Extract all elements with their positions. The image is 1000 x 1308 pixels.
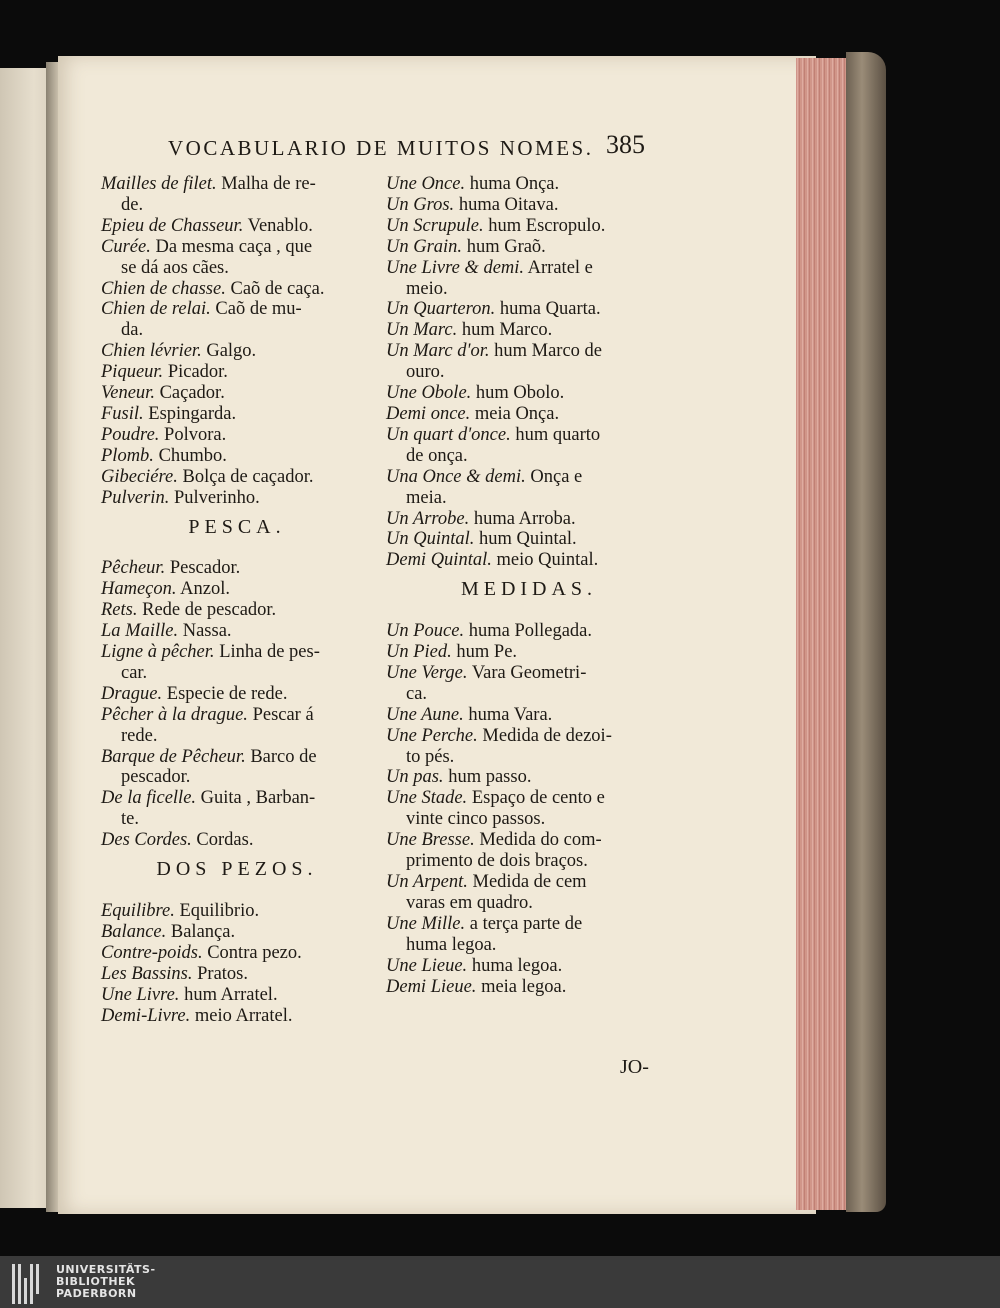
entry-continuation: meia. (406, 487, 447, 508)
french-term: Une Livre. (101, 984, 180, 1005)
entry-continuation: te. (121, 809, 139, 830)
portuguese-term: hum Escropulo. (488, 215, 606, 236)
portuguese-term: hum passo. (448, 767, 532, 788)
french-term: Poudre. (101, 424, 160, 445)
french-term: Une Mille. (386, 913, 466, 934)
page-edges (796, 58, 850, 1210)
vocab-entry (101, 383, 373, 404)
french-term: Chien lévrier. (101, 341, 202, 362)
portuguese-term: Especie de rede. (166, 683, 288, 704)
portuguese-term: Cordas. (196, 830, 254, 851)
vocab-entry (101, 558, 373, 579)
vocab-entry (101, 985, 373, 1006)
portuguese-term: Nassa. (182, 621, 232, 642)
vocab-entry (101, 425, 373, 446)
french-term: Un Grain. (386, 236, 463, 257)
portuguese-term: hum Obolo. (475, 383, 565, 404)
pesca-entries (101, 558, 373, 851)
vocab-entry (386, 767, 672, 788)
french-term: Equilibre. (101, 901, 175, 921)
vocab-entry (101, 901, 373, 922)
portuguese-term: Medida de cem (472, 872, 587, 892)
entry-continuation: ca. (406, 683, 428, 704)
portuguese-term: hum Graõ. (466, 236, 546, 257)
portuguese-term: Galgo. (206, 341, 257, 362)
portuguese-term: Espaço de cento e (471, 788, 605, 809)
portuguese-term: hum Pe. (456, 642, 518, 663)
portuguese-term: Pratos. (197, 963, 248, 984)
french-term: Hameçon. (101, 579, 177, 600)
french-term: Pulverin. (101, 487, 170, 508)
entry-continuation: pescador. (121, 767, 191, 788)
french-term: Rets. (101, 600, 138, 621)
french-term: Une Once. (386, 174, 466, 194)
vocab-entry (386, 550, 672, 571)
entry-continuation: ouro. (406, 362, 445, 383)
vocab-entry (386, 705, 672, 726)
portuguese-term: Chumbo. (158, 445, 227, 466)
french-term: Pêcheur. (101, 558, 166, 579)
vocab-entry (386, 914, 672, 935)
portuguese-term: meia legoa. (481, 976, 567, 997)
entry-continuation: meio. (406, 278, 448, 299)
library-name (56, 1264, 156, 1300)
vocab-entry (101, 404, 373, 425)
portuguese-term: Picador. (167, 362, 228, 383)
french-term: Une Bresse. (386, 830, 475, 851)
portuguese-term: Pescador. (169, 558, 241, 579)
portuguese-term: hum Marco. (461, 320, 553, 341)
entry-continuation: huma legoa. (406, 934, 497, 955)
portuguese-term: Anzol. (180, 579, 230, 600)
weight-entries (386, 174, 672, 571)
vocab-entry (386, 788, 672, 809)
french-term: Un Pied. (386, 642, 452, 663)
french-term: Un Quintal. (386, 529, 475, 550)
vocab-entry (386, 258, 672, 279)
portuguese-term: Arratel e (527, 257, 593, 278)
entry-continuation: primento de dois braços. (406, 851, 588, 872)
entry-continuation: varas em quadro. (406, 892, 533, 913)
portuguese-term: Vara Geometri- (471, 662, 587, 683)
entry-continuation: car. (121, 662, 148, 683)
french-term: Un Marc. (386, 320, 458, 341)
portuguese-term: Contra pezo. (207, 942, 302, 963)
library-name-line: UNIVERSITÄTS- (56, 1263, 156, 1276)
vocab-entry (101, 642, 373, 663)
vocab-entry (386, 425, 672, 446)
library-footer (0, 1256, 1000, 1308)
portuguese-term: Malha de re- (221, 174, 316, 194)
book-cover (846, 52, 886, 1212)
vocab-entry (101, 705, 373, 726)
vocab-entry (101, 279, 373, 300)
french-term: Une Perche. (386, 725, 478, 746)
entry-continuation: da. (121, 320, 144, 341)
french-term: Un Gros. (386, 194, 455, 215)
french-term: Una Once & demi. (386, 466, 526, 487)
french-term: Une Stade. (386, 788, 468, 809)
french-term: Une Verge. (386, 662, 468, 683)
vocab-entry (386, 404, 672, 425)
french-term: Ligne à pêcher. (101, 642, 215, 663)
vocab-entry (386, 383, 672, 404)
vocab-entry (101, 600, 373, 621)
french-term: Plomb. (101, 445, 154, 466)
portuguese-term: huma Oitava. (458, 194, 559, 215)
french-term: Des Cordes. (101, 830, 192, 851)
vocab-entry (386, 529, 672, 550)
portuguese-term: hum Arratel. (184, 984, 278, 1005)
portuguese-term: meio Quintal. (496, 550, 599, 571)
vocab-entry (101, 174, 373, 195)
vocab-entry (386, 642, 672, 663)
page-number: 385 (606, 130, 645, 159)
portuguese-term: huma Quarta. (499, 299, 601, 320)
portuguese-term: Espingarda. (148, 403, 237, 424)
vocab-entry (101, 830, 373, 851)
french-term: Demi once. (386, 403, 471, 424)
vocab-entry (386, 830, 672, 851)
entry-continuation: de. (121, 194, 144, 215)
portuguese-term: Onça e (530, 466, 583, 487)
library-logo-icon (10, 1264, 48, 1304)
french-term: Piqueur. (101, 362, 164, 383)
vocab-entry (386, 621, 672, 642)
portuguese-term: Pulverinho. (173, 487, 260, 508)
portuguese-term: Caõ de caça. (230, 278, 325, 299)
portuguese-term: huma Pollegada. (468, 621, 593, 642)
french-term: Chien de chasse. (101, 278, 226, 299)
section-heading-pezos: DOS PEZOS. (156, 858, 318, 881)
french-term: Un Arpent. (386, 872, 468, 892)
portuguese-term: Da mesma caça , que (155, 236, 313, 257)
vocab-entry (101, 943, 373, 964)
portuguese-term: hum Marco de (494, 341, 602, 362)
french-term: Mailles de filet. (101, 174, 217, 194)
vocab-entry (101, 621, 373, 642)
portuguese-term: Caçador. (159, 383, 225, 404)
vocab-entry (101, 488, 373, 509)
vocab-entry (101, 362, 373, 383)
vocab-entry (386, 174, 672, 195)
catchword: JO- (620, 1056, 649, 1078)
vocab-entry (386, 467, 672, 488)
vocab-entry (101, 341, 373, 362)
portuguese-term: hum quarto (515, 424, 601, 445)
french-term: De la ficelle. (101, 788, 197, 809)
french-term: Contre-poids. (101, 942, 203, 963)
french-term: Une Aune. (386, 704, 464, 725)
entry-continuation: to pés. (406, 746, 455, 767)
vocab-entry (101, 922, 373, 943)
french-term: Veneur. (101, 383, 155, 404)
vocab-entry (101, 237, 373, 258)
french-term: Une Lieue. (386, 955, 468, 976)
french-term: Un Marc d'or. (386, 341, 490, 362)
vocab-entry (386, 299, 672, 320)
portuguese-term: Linha de pes- (219, 642, 320, 663)
library-name-line: BIBLIOTHEK (56, 1275, 136, 1288)
french-term: Un Arrobe. (386, 508, 470, 529)
portuguese-term: Venablo. (247, 215, 313, 236)
portuguese-term: Barco de (250, 746, 317, 767)
medidas-entries (386, 621, 672, 997)
vocab-entry (386, 341, 672, 362)
portuguese-term: meia Onça. (474, 403, 560, 424)
french-term: Chien de relai. (101, 299, 211, 320)
vocab-entry (101, 446, 373, 467)
vocab-entry (386, 216, 672, 237)
vocab-entry (101, 747, 373, 768)
vocab-entry (101, 964, 373, 985)
vocab-entry (101, 788, 373, 809)
pezos-entries (101, 901, 373, 1026)
portuguese-term: a terça parte de (469, 913, 583, 934)
portuguese-term: Pescar á (252, 704, 314, 725)
vocab-entry (101, 684, 373, 705)
portuguese-term: Guita , Barban- (200, 788, 316, 809)
vocab-entry (386, 956, 672, 977)
vocab-entry (386, 320, 672, 341)
running-header: VOCABULARIO DE MUITOS NOMES. (168, 136, 594, 160)
right-column (386, 174, 672, 997)
portuguese-term: hum Quintal. (479, 529, 577, 550)
vocab-entry (386, 977, 672, 998)
french-term: Un pas. (386, 767, 444, 788)
french-term: Demi Quintal. (386, 550, 492, 571)
french-term: Demi Lieue. (386, 976, 477, 997)
vocab-entry (386, 663, 672, 684)
vocab-entry (386, 237, 672, 258)
portuguese-term: Medida do com- (479, 830, 602, 851)
french-term: Une Obole. (386, 383, 472, 404)
vocab-entry (101, 216, 373, 237)
section-heading-medidas: MEDIDAS. (460, 578, 598, 601)
french-term: Pêcher à la drague. (101, 704, 248, 725)
entry-continuation: se dá aos cães. (121, 257, 229, 278)
portuguese-term: Caõ de mu- (215, 299, 302, 320)
vocab-entry (386, 509, 672, 530)
portuguese-term: Rede de pescador. (142, 600, 277, 621)
portuguese-term: huma Onça. (469, 174, 560, 194)
french-term: Fusil. (101, 403, 144, 424)
left-column (101, 174, 373, 1026)
portuguese-term: Equilibrio. (179, 901, 260, 921)
french-term: Barque de Pêcheur. (101, 746, 246, 767)
french-term: Curée. (101, 236, 151, 257)
french-term: Un quart d'once. (386, 424, 511, 445)
french-term: Un Quarteron. (386, 299, 496, 320)
portuguese-term: Bolça de caçador. (182, 466, 314, 487)
french-term: Demi-Livre. (101, 1005, 191, 1026)
vocab-entry (101, 299, 373, 320)
portuguese-term: huma Vara. (468, 704, 553, 725)
entry-continuation: rede. (121, 725, 158, 746)
portuguese-term: meio Arratel. (194, 1005, 293, 1026)
french-term: Epieu de Chasseur. (101, 215, 244, 236)
portuguese-term: huma Arroba. (473, 508, 576, 529)
section-heading-pesca: PESCA. (188, 515, 286, 538)
vocab-entry (386, 726, 672, 747)
library-name-line: PADERBORN (56, 1287, 137, 1300)
portuguese-term: Balança. (170, 921, 236, 942)
vocab-entry (101, 1006, 373, 1027)
french-term: Un Pouce. (386, 621, 465, 642)
french-term: Les Bassins. (101, 963, 193, 984)
french-term: La Maille. (101, 621, 179, 642)
french-term: Balance. (101, 921, 167, 942)
entry-continuation: de onça. (406, 445, 468, 466)
entry-continuation: vinte cinco passos. (406, 809, 546, 830)
vocab-entry (386, 872, 672, 893)
french-term: Drague. (101, 683, 163, 704)
hunting-entries (101, 174, 373, 509)
portuguese-term: huma legoa. (471, 955, 563, 976)
french-term: Une Livre & demi. (386, 257, 525, 278)
vocab-entry (101, 579, 373, 600)
vocab-entry (386, 195, 672, 216)
french-term: Un Scrupule. (386, 215, 484, 236)
portuguese-term: Polvora. (164, 424, 227, 445)
portuguese-term: Medida de dezoi- (482, 725, 612, 746)
vocab-entry (101, 467, 373, 488)
french-term: Gibeciére. (101, 466, 178, 487)
